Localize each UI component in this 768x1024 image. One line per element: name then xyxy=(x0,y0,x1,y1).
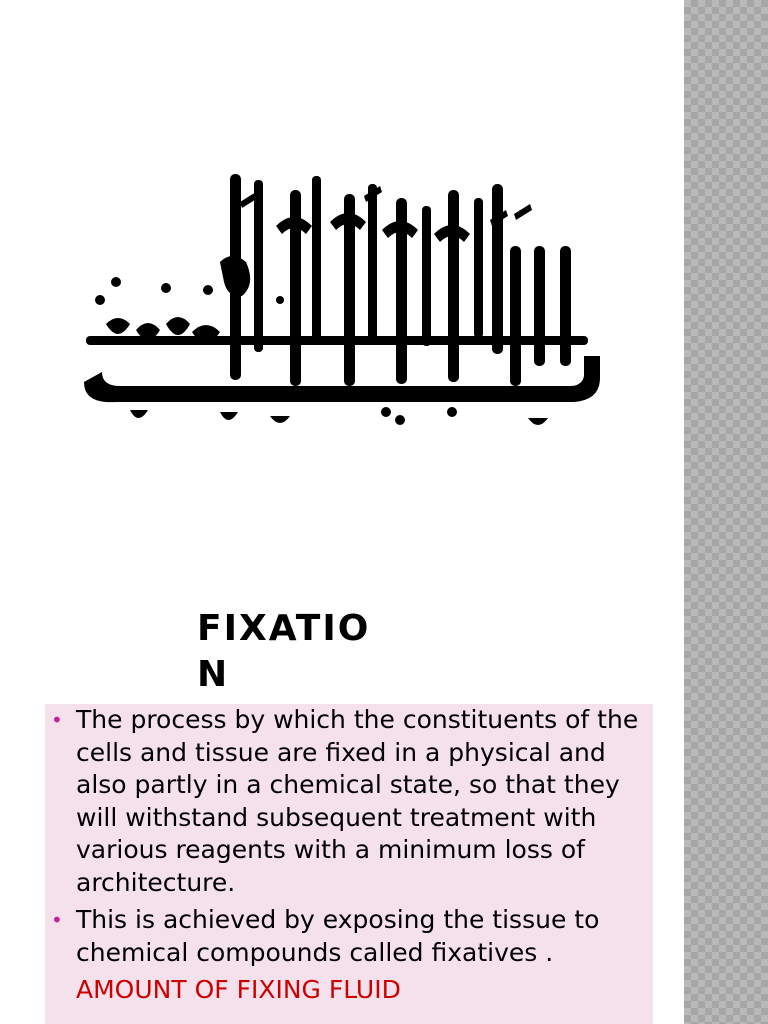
bullet-marker-icon: • xyxy=(51,708,63,732)
bullet-list xyxy=(45,704,653,1007)
bullet-item-fixatives xyxy=(45,904,653,969)
bullet-marker-icon: • xyxy=(51,908,63,932)
calligraphy-image xyxy=(44,150,604,460)
bullet-item-definition xyxy=(45,704,653,899)
bullet-text: This is achieved by exposing the tissue to chemical compounds called fixatives . xyxy=(76,905,600,967)
bullet-item-next-heading xyxy=(45,974,653,1007)
decorative-side-pattern xyxy=(684,0,768,1024)
content-box xyxy=(45,704,653,1024)
slide-title: FIXATION xyxy=(197,608,371,695)
bullet-text: The process by which the constituents of the cells and tissue are fixed in a physical and also partly in a chemical state, so that they will withstand subsequent treatment with various reagents with a minimum loss of architecture. xyxy=(76,705,639,897)
next-heading-text: AMOUNT OF FIXING FLUID xyxy=(76,975,401,1004)
